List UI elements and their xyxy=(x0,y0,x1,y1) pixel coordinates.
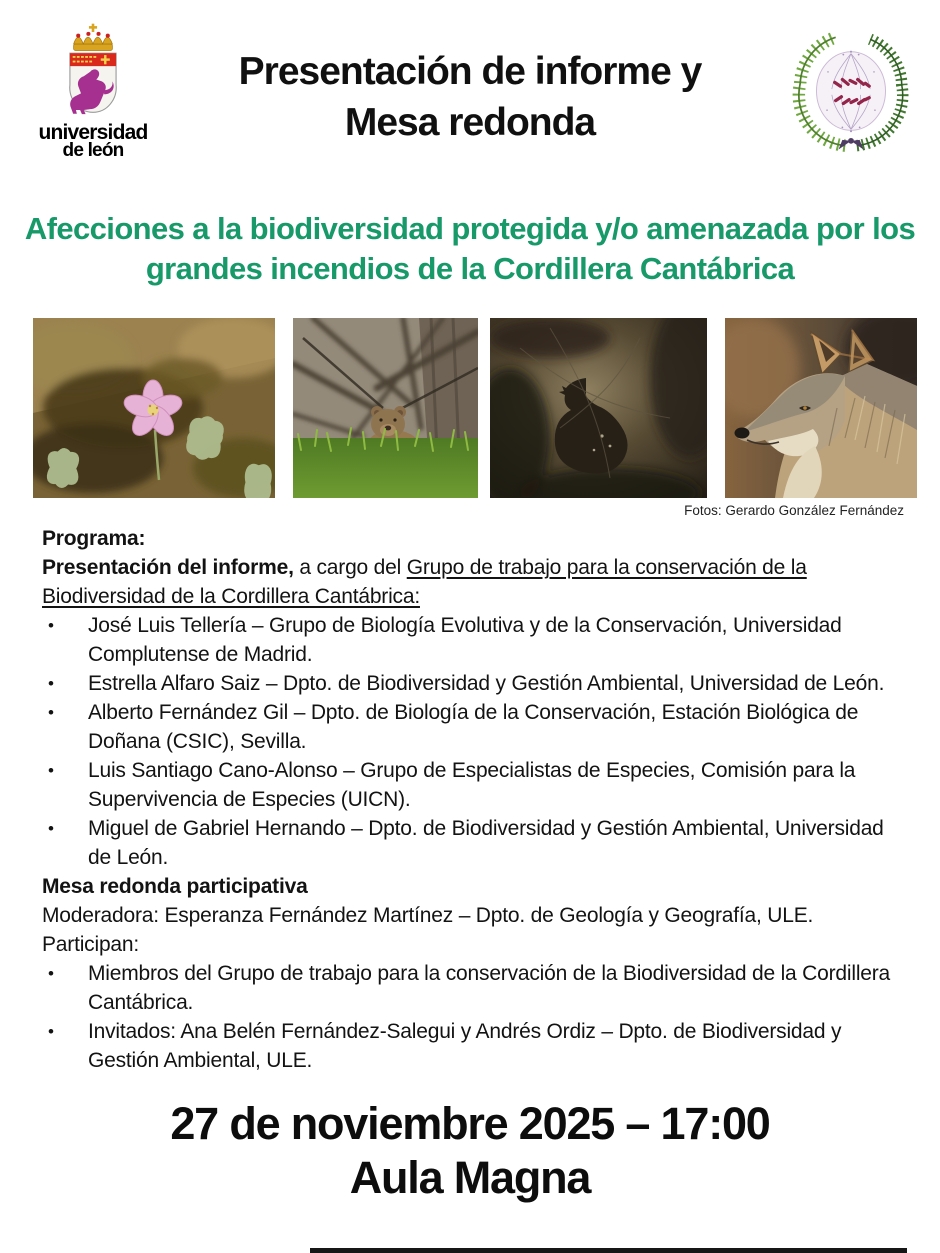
speaker-item: • Alberto Fernández Gil – Dpto. de Biología de la Conservación, Estación Biológica de Doñana (CSIC), Sevilla. xyxy=(42,698,902,756)
bullet-icon: • xyxy=(48,703,54,723)
bullet-icon: • xyxy=(48,1022,54,1042)
roundtable-heading: Mesa redonda participativa xyxy=(42,875,308,899)
ule-crest-icon xyxy=(45,103,141,120)
moderator-line: Moderadora: Esperanza Fernández Martínez – Dpto. de Geología y Geografía, ULE. xyxy=(42,904,814,928)
event-subtitle: Afecciones a la biodiversidad protegida y/o amenazada por los grandes incendios de la Cordillera Cantábrica xyxy=(24,211,916,286)
bullet-icon: • xyxy=(48,964,54,984)
university-name-line1: universidad xyxy=(38,121,148,144)
bullet-icon: • xyxy=(48,674,54,694)
mitosis-wreath-icon xyxy=(782,147,920,164)
universidad-de-leon-logo xyxy=(22,20,164,160)
poster-title-line2: Mesa redonda xyxy=(344,101,596,145)
speaker-item: • José Luis Tellería – Grupo de Biología Evolutiva y de la Conservación, Universidad Complutense de Madrid. xyxy=(42,611,902,669)
program-intro-underlined: Grupo de trabajo para la conservación de la Biodiversidad de la Cordillera Cantábrica: xyxy=(42,556,807,609)
university-name-line2: de león xyxy=(62,140,124,162)
participants-heading: Participan: xyxy=(42,933,140,957)
bullet-icon: • xyxy=(48,761,54,781)
program-intro-bold: Presentación del informe, xyxy=(42,556,294,580)
participant-item: • Invitados: Ana Belén Fernández-Salegui y Andrés Ordiz – Dpto. de Biodiversidad y Gestión Ambiental, ULE. xyxy=(42,1017,902,1075)
speaker-item: • Miguel de Gabriel Hernando – Dpto. de Biodiversidad y Gestión Ambiental, Universidad de León. xyxy=(42,814,902,872)
event-datetime: 27 de noviembre 2025 – 17:00 xyxy=(170,1098,770,1150)
bullet-icon: • xyxy=(48,819,54,839)
mitosis-wreath-logo xyxy=(776,20,926,165)
speaker-item: • Estrella Alfaro Saiz – Dpto. de Biodiversidad y Gestión Ambiental, Universidad de León. xyxy=(42,669,902,698)
photo-strip xyxy=(33,318,917,498)
bullet-icon: • xyxy=(48,616,54,636)
program-intro xyxy=(42,553,902,611)
photo-credit: Fotos: Gerardo González Fernández xyxy=(684,503,904,519)
bottom-partial-bar xyxy=(310,1248,907,1253)
event-venue: Aula Magna xyxy=(349,1152,591,1204)
poster-title xyxy=(164,20,776,149)
participants-list xyxy=(42,959,902,1075)
participant-item: • Miembros del Grupo de trabajo para la conservación de la Biodiversidad de la Cordillera Cantábrica. xyxy=(42,959,902,1017)
crown xyxy=(74,24,113,51)
photo-pink-flower xyxy=(33,318,275,498)
photo-brown-bear xyxy=(293,318,478,498)
program-intro-plain: a cargo del xyxy=(293,556,407,580)
program-heading: Programa: xyxy=(42,527,146,551)
poster-title-line1: Presentación de informe y xyxy=(238,50,702,93)
header xyxy=(0,0,940,165)
university-name xyxy=(22,123,164,160)
shield xyxy=(70,53,116,114)
program-section xyxy=(42,524,902,1075)
speaker-item: • Luis Santiago Cano-Alonso – Grupo de Especialistas de Especies, Comisión para la Supervivencia de Especies (UICN). xyxy=(42,756,902,814)
photo-capercaillie xyxy=(490,318,707,498)
photo-wolf xyxy=(725,318,917,498)
speakers-list xyxy=(42,611,902,872)
event-footer xyxy=(0,1097,940,1205)
